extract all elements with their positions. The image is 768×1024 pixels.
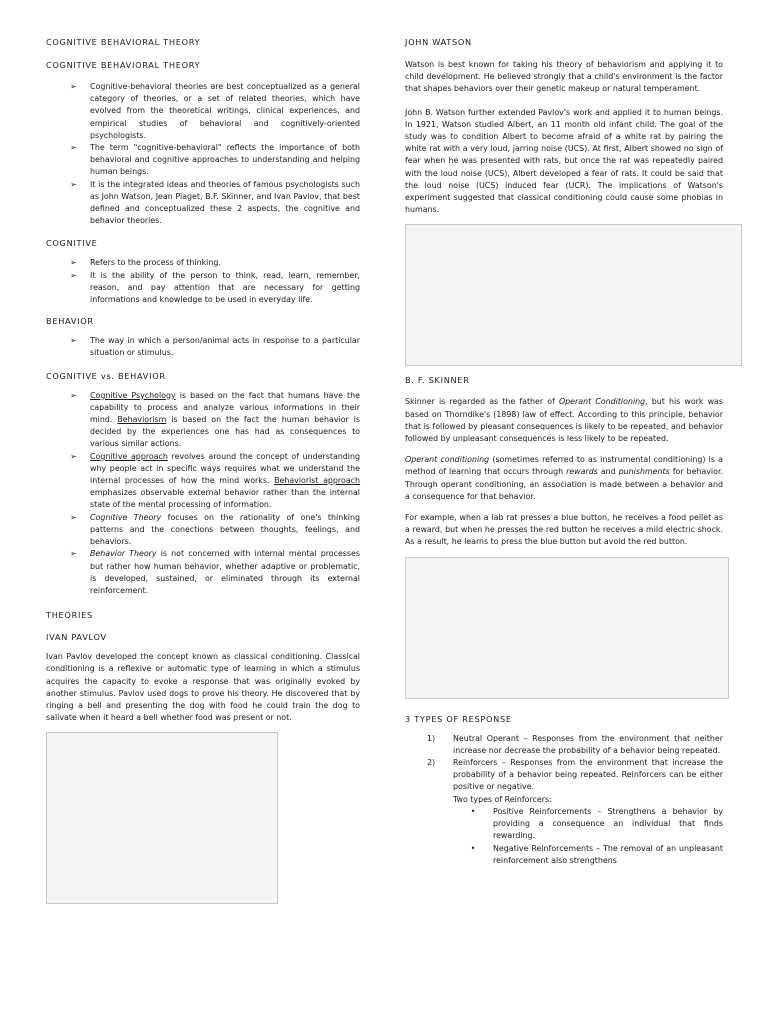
dot-bullet-icon: • — [470, 843, 476, 853]
cognitive-vs-behavior-heading: COGNITIVE vs. BEHAVIOR — [46, 370, 166, 381]
types-of-response-heading: 3 TYPES OF RESPONSE — [405, 713, 512, 724]
list-item: ➢ Behavior Theory is not concerned with internal mental processes but rather how human behavior, whether adaptive or problematic, is developed, sustained, or eliminated through its external reinforcement. — [46, 548, 360, 597]
pavlov-heading: IVAN PAVLOV — [46, 632, 107, 643]
skinner-paragraph-3: For example, when a lab rat presses a blue button, he receives a food pellet as a reward, but when he presses the red button he receives a mild electric shock. As a result, he learns to press the blue button but avoid the red button. — [405, 513, 723, 547]
theories-heading: THEORIES — [46, 610, 93, 621]
left-column — [46, 36, 360, 904]
watson-paragraph-2: John B. Watson further extended Pavlov's work and applied it to human beings. In 1921, Watson studied Albert, an 11 month old infant child. The goal of the study was to condition Albert to become afraid of a white rat by pairing the white rat with a very loud, jarring noise (UCS). At first, Albert showed no sign of fear when he was presented with rats, but once the rat was repeatedly paired with the loud noise (UCS), Albert developed a fear of rats. It could be said that the loud noise (UCS) induced fear (UCR). The implications of Watson's experiment suggested that classical conditioning could cause some phobias in humans. — [405, 107, 723, 215]
behavior-heading: BEHAVIOR — [46, 316, 94, 327]
document-title: COGNITIVE BEHAVIORAL THEORY — [46, 37, 201, 47]
list-item: ➢ Cognitive Theory focuses on the rationality of one's thinking patterns and the conections between thoughts, feelings, and behaviors. — [46, 512, 360, 549]
skinner-heading: B. F. SKINNER — [405, 375, 470, 386]
list-item: ➢ It is the ability of the person to think, read, learn, remember, reason, and pay attention that are necessary for getting informations and knowledge to be used in everyday life. — [46, 270, 360, 307]
dot-bullet-icon: • — [470, 806, 476, 816]
list-item: ➢ Cognitive approach revolves around the concept of understanding why people act in specific ways requires what we understand the internal processes of how the mind works. Behaviorist approach emphasizes observable external behavior rather than the internal state of the mental processing of information. — [46, 451, 360, 512]
list-item: ➢ Cognitive-behavioral theories are best conceptualized as a general category of theories, or a set of related theories, which have evolved from the theoretical writings, clinical experiences, and empirical studies of behavioral and cognitively-oriented psychologists. — [46, 81, 360, 142]
arrow-bullet-icon: ➢ — [70, 451, 77, 461]
cbt-heading: COGNITIVE BEHAVIORAL THEORY — [46, 60, 201, 70]
arrow-bullet-icon: ➢ — [70, 336, 77, 346]
arrow-bullet-icon: ➢ — [70, 390, 77, 400]
arrow-bullet-icon: ➢ — [70, 179, 77, 189]
watson-heading: JOHN WATSON — [405, 37, 472, 47]
operant-conditioning-figure — [405, 557, 729, 699]
two-types-label: Two types of Reinforcers: — [453, 794, 552, 804]
cognitive-heading: COGNITIVE — [46, 238, 98, 249]
skinner-paragraph-2: Operant conditioning (sometimes referred to as instrumental conditioning) is a method of learning that occurs through rewards and punishments for behavior. Through operant conditioning, an association is made between a behavior and a consequence for that behavior. — [405, 455, 723, 501]
list-item: ➢ The way in which a person/animal acts in response to a particular situation or stimulus. — [46, 335, 360, 359]
list-item: ➢ Refers to the process of thinking. — [46, 257, 360, 269]
arrow-bullet-icon: ➢ — [70, 512, 77, 522]
arrow-bullet-icon: ➢ — [70, 549, 77, 559]
list-item: ➢ It is the integrated ideas and theories of famous psychologists such as John Watson, Jean Piaget, B.F. Skinner, and Ivan Pavlov, that best defined and conceptualized these 2 aspects, the cognitive and behavior theories. — [46, 179, 360, 228]
pavlov-conditioning-figure — [46, 732, 278, 904]
list-item: • Negative Reinforcements – The removal of an unpleasant reinforcement also strengthens — [405, 843, 723, 867]
arrow-bullet-icon: ➢ — [70, 82, 77, 91]
list-item: 1) Neutral Operant – Responses from the environment that neither increase nor decrease the probability of a behavior being repeated. — [427, 733, 723, 755]
arrow-bullet-icon: ➢ — [70, 258, 77, 268]
list-item: ➢ Cognitive Psychology is based on the fact that humans have the capability to process and analyze various informations in their mind. Behaviorism is based on the fact the human behavior is decided by the experiences one has had as consequences to various similar actions. — [46, 390, 360, 451]
little-albert-figure — [405, 224, 742, 366]
arrow-bullet-icon: ➢ — [70, 270, 77, 280]
skinner-paragraph-1: Skinner is regarded as the father of Operant Conditioning, but his work was based on Thorndike's (1898) law of effect. According to this principle, behavior that is followed by pleasant consequences is likely to be repeated, and behavior followed by unpleasant consequences is less likely to be repeated. — [405, 397, 723, 444]
watson-paragraph-1: Watson is best known for taking his theory of behaviorism and applying it to child development. He believed strongly that a child's environment is the factor that shapes behaviors over their genetic makeup or natural temperament. — [405, 60, 723, 94]
pavlov-paragraph: Ivan Pavlov developed the concept known as classical conditioning. Classical conditioning is a reflexive or automatic type of learning in which a stimulus acquires the capacity to evoke a response that was originally evoked by another stimulus. Pavlov used dogs to prove his theory. He discovered that by ringing a bell and presenting the dog with food he could train the dog to salivate when it heard a bell whether food was present or not. — [46, 652, 360, 723]
right-column — [405, 36, 723, 867]
list-item: 2) Reinforcers – Responses from the environment that increase the probability of a behavior being repeated. Reinforcers can be either positive or negative. — [427, 758, 723, 792]
list-item: • Positive Reinforcements – Strengthens a behavior by providing a consequence an individual that finds rewarding. — [405, 806, 723, 843]
list-item: ➢ The term "cognitive-behavioral" reflects the importance of both behavioral and cognitive approaches to understanding and helping human beings. — [46, 142, 360, 179]
arrow-bullet-icon: ➢ — [70, 143, 77, 153]
